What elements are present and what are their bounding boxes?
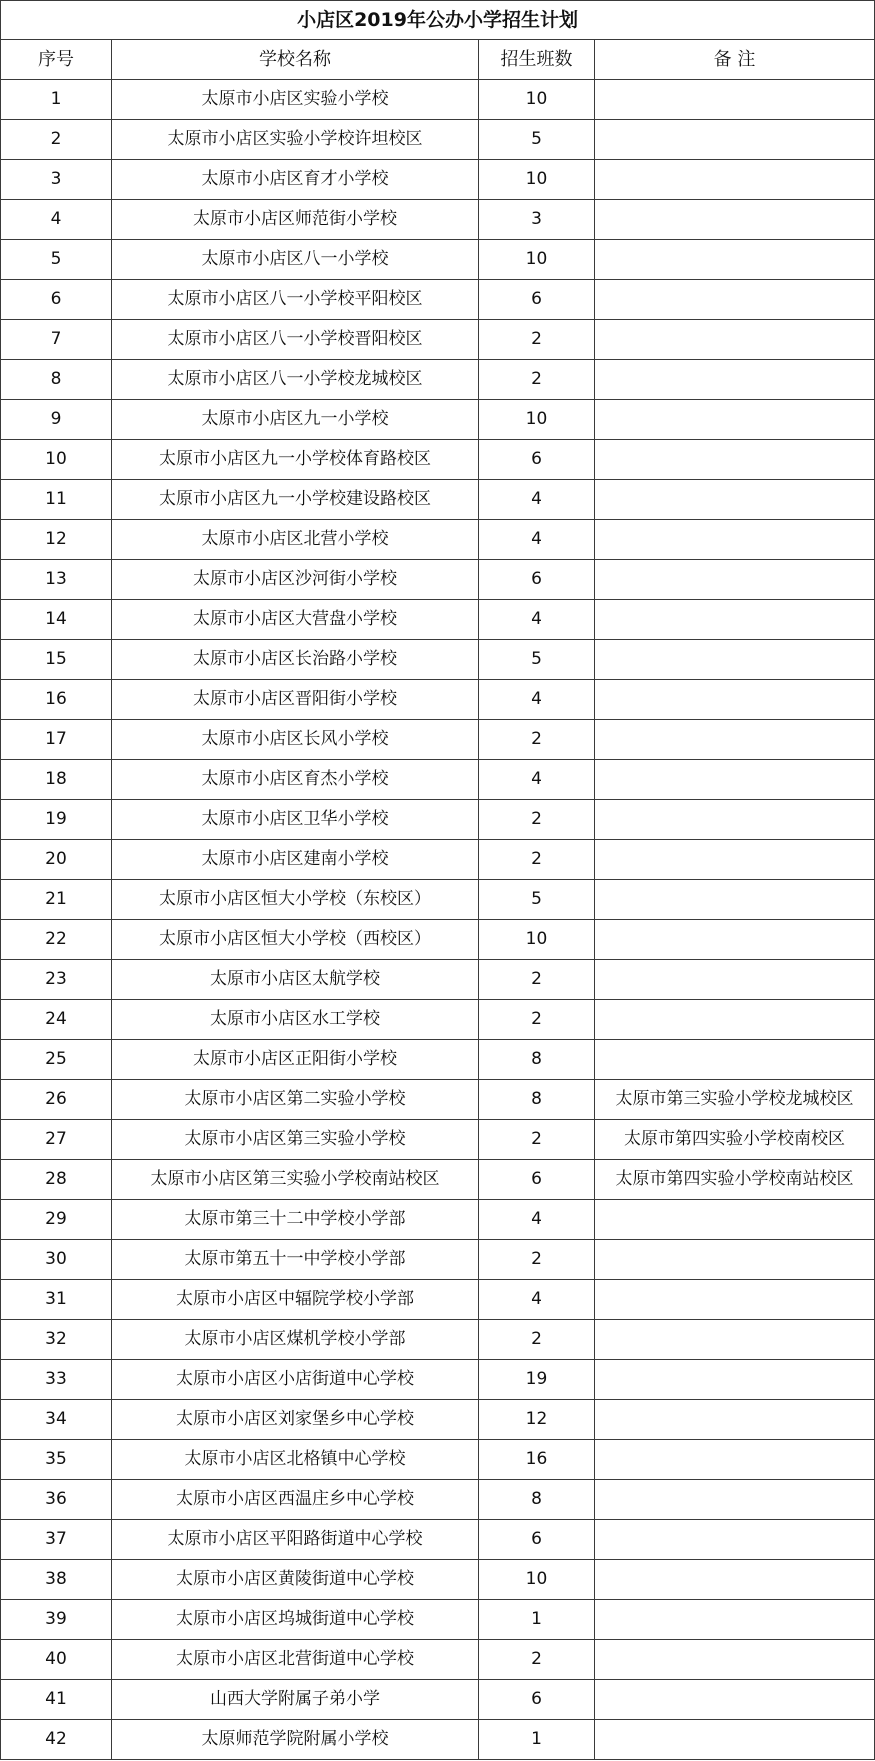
- school-name-cell: 太原市小店区小店街道中心学校: [112, 1360, 479, 1400]
- class-count-cell: 4: [479, 1200, 595, 1240]
- school-name-cell: 太原市第五十一中学校小学部: [112, 1240, 479, 1280]
- note-cell: [595, 1480, 875, 1520]
- class-count-cell: 2: [479, 1000, 595, 1040]
- class-count-cell: 8: [479, 1080, 595, 1120]
- header-note: 备 注: [595, 40, 875, 80]
- row-index-cell: 35: [1, 1440, 112, 1480]
- class-count-cell: 10: [479, 920, 595, 960]
- table-row: [1, 160, 875, 200]
- row-index-cell: 9: [1, 400, 112, 440]
- table-row: [1, 1120, 875, 1160]
- school-name-cell: 太原市小店区第三实验小学校: [112, 1120, 479, 1160]
- school-name-cell: 太原市小店区卫华小学校: [112, 800, 479, 840]
- row-index-cell: 11: [1, 480, 112, 520]
- school-name-cell: 太原市小店区实验小学校许坦校区: [112, 120, 479, 160]
- row-index-cell: 2: [1, 120, 112, 160]
- class-count-cell: 10: [479, 80, 595, 120]
- table-row: [1, 1480, 875, 1520]
- school-name-cell: 太原市小店区育杰小学校: [112, 760, 479, 800]
- table-row: [1, 560, 875, 600]
- school-name-cell: 太原市小店区八一小学校晋阳校区: [112, 320, 479, 360]
- row-index-cell: 22: [1, 920, 112, 960]
- table-row: [1, 280, 875, 320]
- table-body: [1, 80, 875, 1760]
- row-index-cell: 33: [1, 1360, 112, 1400]
- school-name-cell: 太原市小店区晋阳街小学校: [112, 680, 479, 720]
- note-cell: [595, 1400, 875, 1440]
- school-name-cell: 太原市小店区八一小学校龙城校区: [112, 360, 479, 400]
- note-cell: [595, 200, 875, 240]
- school-name-cell: 太原市小店区建南小学校: [112, 840, 479, 880]
- school-name-cell: 太原市小店区西温庄乡中心学校: [112, 1480, 479, 1520]
- note-cell: [595, 1240, 875, 1280]
- row-index-cell: 10: [1, 440, 112, 480]
- table-row: [1, 440, 875, 480]
- class-count-cell: 2: [479, 1640, 595, 1680]
- table-row: [1, 1200, 875, 1240]
- class-count-cell: 6: [479, 560, 595, 600]
- note-cell: [595, 1000, 875, 1040]
- row-index-cell: 39: [1, 1600, 112, 1640]
- class-count-cell: 1: [479, 1720, 595, 1760]
- note-cell: 太原市第三实验小学校龙城校区: [595, 1080, 875, 1120]
- table-row: [1, 1400, 875, 1440]
- row-index-cell: 42: [1, 1720, 112, 1760]
- class-count-cell: 2: [479, 1320, 595, 1360]
- row-index-cell: 1: [1, 80, 112, 120]
- school-name-cell: 太原市小店区恒大小学校（西校区）: [112, 920, 479, 960]
- class-count-cell: 10: [479, 240, 595, 280]
- school-name-cell: 太原市小店区水工学校: [112, 1000, 479, 1040]
- row-index-cell: 23: [1, 960, 112, 1000]
- note-cell: [595, 1040, 875, 1080]
- row-index-cell: 5: [1, 240, 112, 280]
- note-cell: [595, 480, 875, 520]
- table-row: [1, 840, 875, 880]
- table-row: [1, 1520, 875, 1560]
- table-row: [1, 80, 875, 120]
- note-cell: [595, 1280, 875, 1320]
- row-index-cell: 7: [1, 320, 112, 360]
- row-index-cell: 4: [1, 200, 112, 240]
- class-count-cell: 2: [479, 720, 595, 760]
- row-index-cell: 13: [1, 560, 112, 600]
- class-count-cell: 2: [479, 1240, 595, 1280]
- table-row: [1, 240, 875, 280]
- row-index-cell: 28: [1, 1160, 112, 1200]
- table-row: [1, 1240, 875, 1280]
- table-row: [1, 360, 875, 400]
- school-name-cell: 太原市小店区刘家堡乡中心学校: [112, 1400, 479, 1440]
- class-count-cell: 4: [479, 600, 595, 640]
- note-cell: [595, 1560, 875, 1600]
- table-row: [1, 200, 875, 240]
- note-cell: [595, 1720, 875, 1760]
- table-row: [1, 1680, 875, 1720]
- table-row: [1, 680, 875, 720]
- row-index-cell: 18: [1, 760, 112, 800]
- class-count-cell: 3: [479, 200, 595, 240]
- table-header-row: [1, 40, 875, 80]
- note-cell: [595, 840, 875, 880]
- note-cell: [595, 1440, 875, 1480]
- row-index-cell: 12: [1, 520, 112, 560]
- school-name-cell: 太原市小店区大营盘小学校: [112, 600, 479, 640]
- row-index-cell: 16: [1, 680, 112, 720]
- header-index: 序号: [1, 40, 112, 80]
- table-row: [1, 1320, 875, 1360]
- note-cell: [595, 960, 875, 1000]
- note-cell: [595, 560, 875, 600]
- class-count-cell: 6: [479, 440, 595, 480]
- row-index-cell: 19: [1, 800, 112, 840]
- school-name-cell: 太原市小店区九一小学校: [112, 400, 479, 440]
- row-index-cell: 30: [1, 1240, 112, 1280]
- note-cell: [595, 720, 875, 760]
- school-name-cell: 太原市小店区坞城街道中心学校: [112, 1600, 479, 1640]
- class-count-cell: 2: [479, 800, 595, 840]
- header-class-count: 招生班数: [479, 40, 595, 80]
- class-count-cell: 6: [479, 1520, 595, 1560]
- row-index-cell: 32: [1, 1320, 112, 1360]
- note-cell: [595, 160, 875, 200]
- row-index-cell: 26: [1, 1080, 112, 1120]
- school-name-cell: 太原市小店区北营小学校: [112, 520, 479, 560]
- note-cell: [595, 120, 875, 160]
- row-index-cell: 27: [1, 1120, 112, 1160]
- school-name-cell: 太原市小店区育才小学校: [112, 160, 479, 200]
- table-row: [1, 1280, 875, 1320]
- school-name-cell: 太原市小店区第三实验小学校南站校区: [112, 1160, 479, 1200]
- table-row: [1, 320, 875, 360]
- school-name-cell: 太原市小店区九一小学校体育路校区: [112, 440, 479, 480]
- school-name-cell: 太原市小店区太航学校: [112, 960, 479, 1000]
- table-title-row: [1, 1, 875, 40]
- row-index-cell: 31: [1, 1280, 112, 1320]
- table-row: [1, 1640, 875, 1680]
- note-cell: [595, 400, 875, 440]
- row-index-cell: 15: [1, 640, 112, 680]
- school-name-cell: 太原市小店区八一小学校: [112, 240, 479, 280]
- school-name-cell: 太原市小店区恒大小学校（东校区）: [112, 880, 479, 920]
- note-cell: [595, 320, 875, 360]
- school-name-cell: 太原市小店区煤机学校小学部: [112, 1320, 479, 1360]
- class-count-cell: 10: [479, 1560, 595, 1600]
- class-count-cell: 4: [479, 480, 595, 520]
- table-row: [1, 920, 875, 960]
- note-cell: [595, 1360, 875, 1400]
- class-count-cell: 19: [479, 1360, 595, 1400]
- row-index-cell: 3: [1, 160, 112, 200]
- class-count-cell: 2: [479, 960, 595, 1000]
- table-row: [1, 600, 875, 640]
- table-row: [1, 1720, 875, 1760]
- row-index-cell: 6: [1, 280, 112, 320]
- school-name-cell: 太原市小店区平阳路街道中心学校: [112, 1520, 479, 1560]
- school-name-cell: 太原市小店区正阳街小学校: [112, 1040, 479, 1080]
- class-count-cell: 2: [479, 360, 595, 400]
- row-index-cell: 41: [1, 1680, 112, 1720]
- row-index-cell: 36: [1, 1480, 112, 1520]
- table-row: [1, 1440, 875, 1480]
- school-name-cell: 太原市小店区黄陵街道中心学校: [112, 1560, 479, 1600]
- row-index-cell: 20: [1, 840, 112, 880]
- table-row: [1, 520, 875, 560]
- note-cell: [595, 1680, 875, 1720]
- school-name-cell: 太原市小店区长风小学校: [112, 720, 479, 760]
- note-cell: [595, 1320, 875, 1360]
- row-index-cell: 17: [1, 720, 112, 760]
- school-name-cell: 太原市小店区九一小学校建设路校区: [112, 480, 479, 520]
- note-cell: 太原市第四实验小学校南校区: [595, 1120, 875, 1160]
- class-count-cell: 12: [479, 1400, 595, 1440]
- table-row: [1, 1040, 875, 1080]
- row-index-cell: 37: [1, 1520, 112, 1560]
- class-count-cell: 5: [479, 880, 595, 920]
- school-name-cell: 太原市小店区北营街道中心学校: [112, 1640, 479, 1680]
- class-count-cell: 2: [479, 840, 595, 880]
- table-row: [1, 1080, 875, 1120]
- table-row: [1, 480, 875, 520]
- note-cell: [595, 760, 875, 800]
- header-school-name: 学校名称: [112, 40, 479, 80]
- note-cell: [595, 240, 875, 280]
- table-row: [1, 1000, 875, 1040]
- row-index-cell: 21: [1, 880, 112, 920]
- note-cell: [595, 520, 875, 560]
- class-count-cell: 10: [479, 400, 595, 440]
- class-count-cell: 8: [479, 1040, 595, 1080]
- note-cell: [595, 440, 875, 480]
- class-count-cell: 16: [479, 1440, 595, 1480]
- note-cell: [595, 680, 875, 720]
- row-index-cell: 40: [1, 1640, 112, 1680]
- note-cell: [595, 280, 875, 320]
- table-title: 小店区2019年公办小学招生计划: [1, 1, 875, 40]
- table-row: [1, 760, 875, 800]
- note-cell: 太原市第四实验小学校南站校区: [595, 1160, 875, 1200]
- row-index-cell: 38: [1, 1560, 112, 1600]
- row-index-cell: 8: [1, 360, 112, 400]
- note-cell: [595, 600, 875, 640]
- table-row: [1, 880, 875, 920]
- table-row: [1, 720, 875, 760]
- note-cell: [595, 800, 875, 840]
- class-count-cell: 1: [479, 1600, 595, 1640]
- note-cell: [595, 1600, 875, 1640]
- school-name-cell: 太原市小店区八一小学校平阳校区: [112, 280, 479, 320]
- note-cell: [595, 880, 875, 920]
- class-count-cell: 4: [479, 520, 595, 560]
- note-cell: [595, 920, 875, 960]
- school-name-cell: 太原师范学院附属小学校: [112, 1720, 479, 1760]
- school-name-cell: 太原市小店区第二实验小学校: [112, 1080, 479, 1120]
- table-row: [1, 120, 875, 160]
- class-count-cell: 6: [479, 280, 595, 320]
- row-index-cell: 34: [1, 1400, 112, 1440]
- note-cell: [595, 360, 875, 400]
- note-cell: [595, 640, 875, 680]
- row-index-cell: 14: [1, 600, 112, 640]
- school-name-cell: 山西大学附属子弟小学: [112, 1680, 479, 1720]
- table-row: [1, 1560, 875, 1600]
- school-name-cell: 太原市小店区长治路小学校: [112, 640, 479, 680]
- school-name-cell: 太原市小店区沙河街小学校: [112, 560, 479, 600]
- table-row: [1, 960, 875, 1000]
- table-row: [1, 640, 875, 680]
- class-count-cell: 10: [479, 160, 595, 200]
- class-count-cell: 2: [479, 320, 595, 360]
- class-count-cell: 4: [479, 680, 595, 720]
- table-row: [1, 1600, 875, 1640]
- note-cell: [595, 1640, 875, 1680]
- note-cell: [595, 1520, 875, 1560]
- class-count-cell: 5: [479, 120, 595, 160]
- table-row: [1, 400, 875, 440]
- school-name-cell: 太原市小店区师范街小学校: [112, 200, 479, 240]
- class-count-cell: 8: [479, 1480, 595, 1520]
- row-index-cell: 24: [1, 1000, 112, 1040]
- class-count-cell: 2: [479, 1120, 595, 1160]
- class-count-cell: 4: [479, 1280, 595, 1320]
- class-count-cell: 4: [479, 760, 595, 800]
- table-row: [1, 1160, 875, 1200]
- class-count-cell: 6: [479, 1680, 595, 1720]
- note-cell: [595, 80, 875, 120]
- class-count-cell: 6: [479, 1160, 595, 1200]
- class-count-cell: 5: [479, 640, 595, 680]
- school-name-cell: 太原市小店区中辐院学校小学部: [112, 1280, 479, 1320]
- note-cell: [595, 1200, 875, 1240]
- school-name-cell: 太原市第三十二中学校小学部: [112, 1200, 479, 1240]
- table-row: [1, 1360, 875, 1400]
- school-name-cell: 太原市小店区北格镇中心学校: [112, 1440, 479, 1480]
- school-name-cell: 太原市小店区实验小学校: [112, 80, 479, 120]
- row-index-cell: 25: [1, 1040, 112, 1080]
- table-row: [1, 800, 875, 840]
- row-index-cell: 29: [1, 1200, 112, 1240]
